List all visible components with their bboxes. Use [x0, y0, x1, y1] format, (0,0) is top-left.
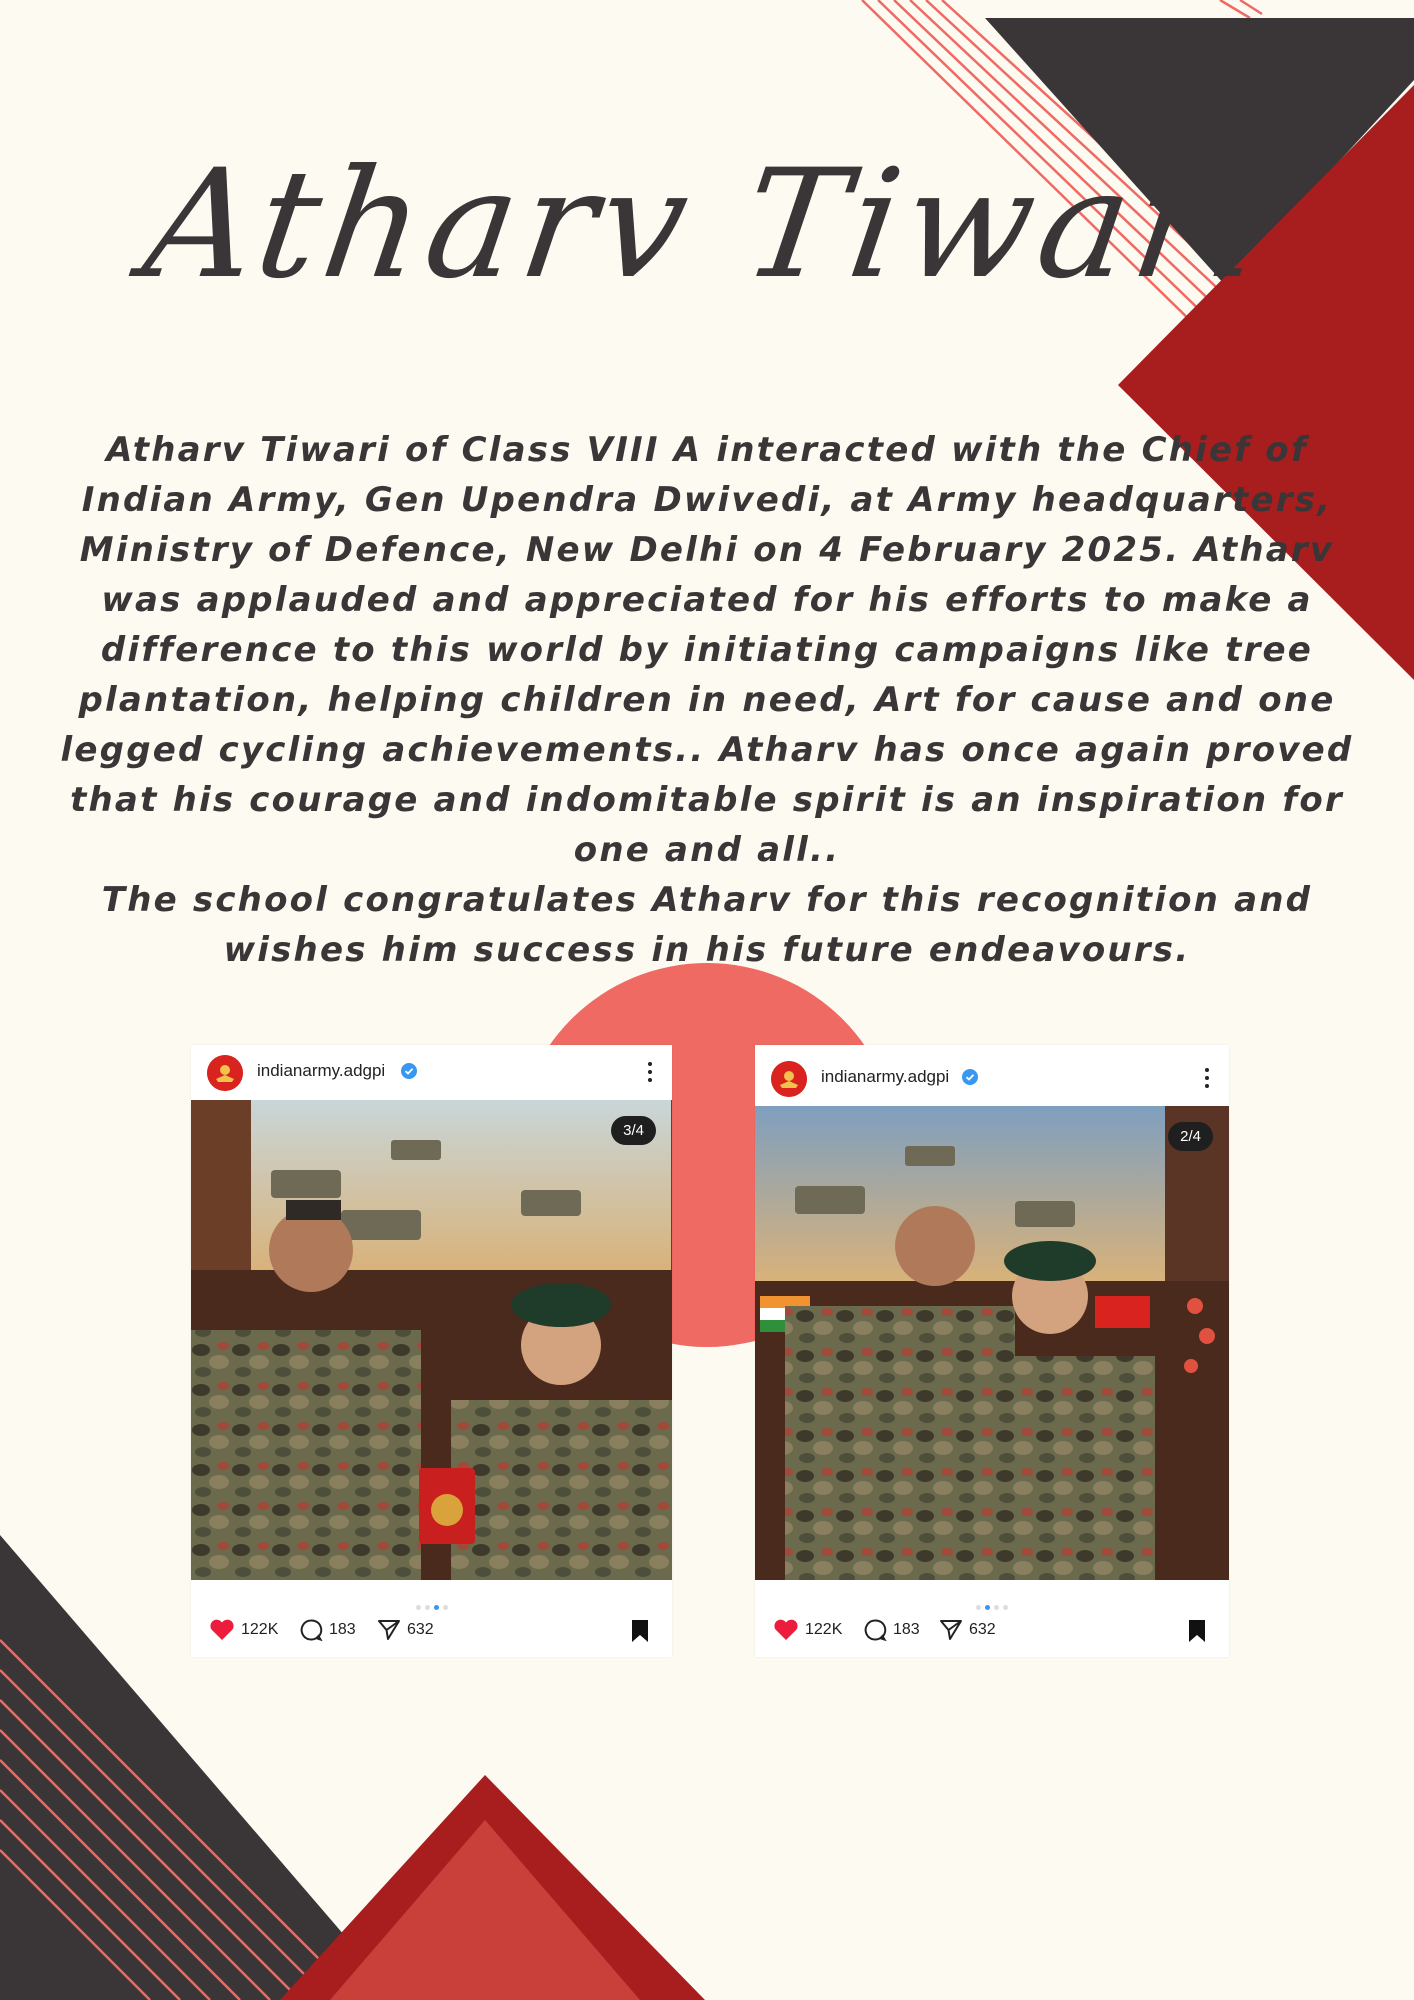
post-header — [191, 1045, 672, 1100]
comment-icon — [863, 1618, 887, 1642]
instagram-post-2[interactable] — [755, 1045, 1229, 1657]
post-header — [755, 1051, 1229, 1106]
post-photo[interactable] — [191, 1100, 672, 1580]
instagram-post-1[interactable] — [191, 1045, 672, 1657]
article-paragraph-2: The school congratulates Atharv for this recognition and wishes him success in his future endeavours. — [101, 880, 1313, 970]
carousel-dots — [191, 1595, 672, 1603]
heart-icon — [773, 1618, 799, 1642]
post-actions — [191, 1610, 672, 1650]
army-emblem-icon[interactable] — [771, 1061, 807, 1097]
comment-count: 183 — [893, 1621, 920, 1638]
verified-icon — [401, 1063, 417, 1079]
share-button[interactable] — [377, 1618, 434, 1642]
more-icon[interactable] — [646, 1057, 654, 1087]
comment-button[interactable] — [299, 1618, 356, 1642]
article-text — [50, 425, 1364, 975]
bookmark-icon[interactable] — [1187, 1619, 1207, 1643]
like-count: 122K — [805, 1621, 843, 1638]
heart-icon — [209, 1618, 235, 1642]
share-button[interactable] — [939, 1618, 996, 1642]
share-icon — [377, 1618, 401, 1642]
photo-counter: 3/4 — [611, 1116, 656, 1145]
share-icon — [939, 1618, 963, 1642]
carousel-dots — [755, 1595, 1229, 1603]
like-count: 122K — [241, 1621, 279, 1638]
bookmark-icon[interactable] — [630, 1619, 650, 1643]
like-button[interactable] — [773, 1618, 842, 1642]
post-actions — [755, 1610, 1229, 1650]
post-username[interactable]: indianarmy.adgpi — [821, 1067, 950, 1086]
article-paragraph-1: Atharv Tiwari of Class VIII A interacted with the Chief of Indian Army, Gen Upendra Dwivedi, at Army headquarters, Ministry of Defence, New Delhi on 4 February 2025. Atharv was applauded and appreciated for his efforts to make a difference to this world by initiating campaigns like tree plantation, helping children in need, Art for cause and one legged cycling achievements.. Atharv has once again proved that his courage and indomitable spirit is an inspiration for one and all.. — [60, 430, 1354, 870]
comment-icon — [299, 1618, 323, 1642]
share-count: 632 — [407, 1621, 434, 1638]
photo-counter: 2/4 — [1168, 1122, 1213, 1151]
like-button[interactable] — [209, 1618, 278, 1642]
comment-count: 183 — [329, 1621, 356, 1638]
page-title: Atharv Tiwari — [134, 138, 1280, 312]
share-count: 632 — [969, 1621, 996, 1638]
army-emblem-icon[interactable] — [207, 1055, 243, 1091]
verified-icon — [962, 1069, 978, 1085]
post-photo[interactable] — [755, 1106, 1229, 1580]
post-username[interactable]: indianarmy.adgpi — [257, 1061, 386, 1080]
more-icon[interactable] — [1203, 1063, 1211, 1093]
comment-button[interactable] — [863, 1618, 920, 1642]
